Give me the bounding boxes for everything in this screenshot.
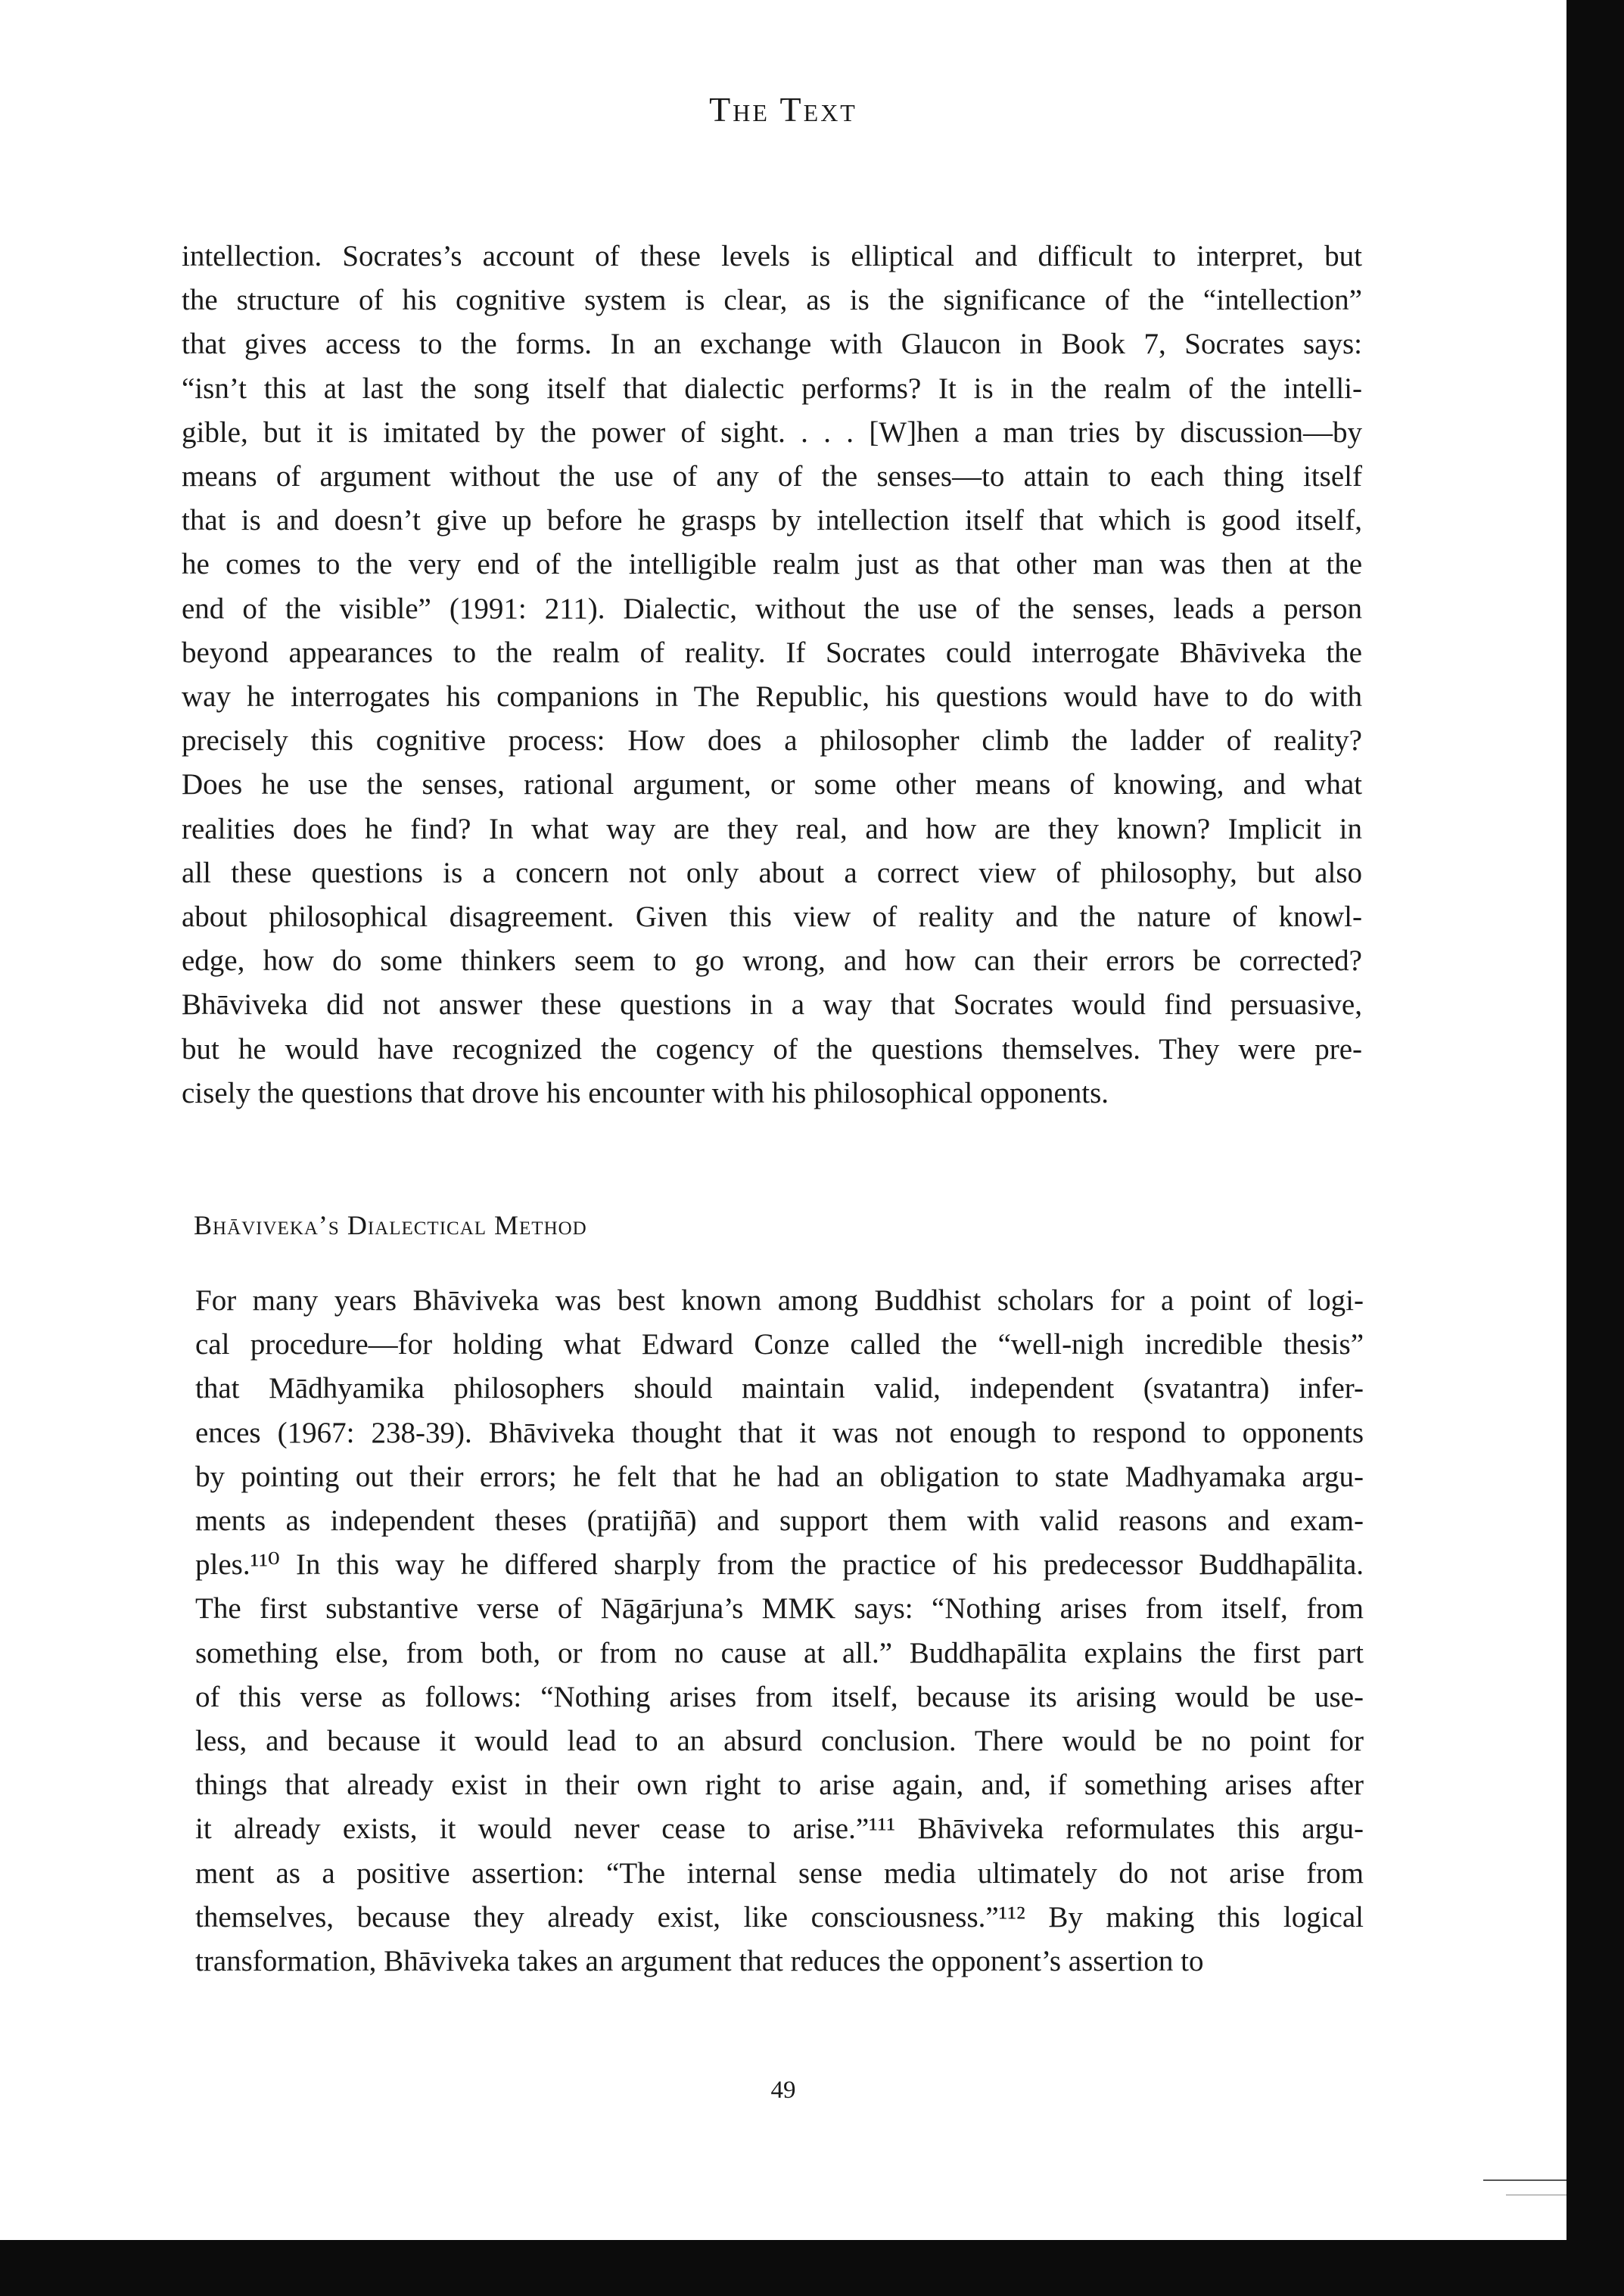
body-paragraph-1 (182, 235, 1362, 1115)
text-line: intellection. Socrates’s account of these levels is elliptical and difficult to interpret, but (182, 240, 1362, 272)
text-line: way he interrogates his companions in The Republic, his questions would have to do with (182, 680, 1362, 714)
body-paragraph-2 (195, 1279, 1364, 1983)
scan-border-bottom (0, 2240, 1624, 2296)
text-line: cisely the questions that drove his encounter with his philosophical opponents. (182, 1076, 1109, 1109)
text-line: realities does he find? In what way are they real, and how are they known? Implicit in (182, 812, 1362, 845)
text-line: ples.¹¹⁰ In this way he differed sharply from the practice of his predecessor Buddhapālita. (195, 1548, 1364, 1582)
text-line: all these questions is a concern not only about a correct view of philosophy, but also (182, 856, 1362, 889)
text-line: Does he use the senses, rational argument, or some other means of knowing, and what (182, 768, 1362, 801)
text-line: ences (1967: 238-39). Bhāviveka thought that it was not enough to respond to opponents (195, 1416, 1364, 1449)
scan-border-right (1566, 0, 1624, 2296)
running-head: The Text (709, 90, 857, 129)
text-line: that Mādhyamika philosophers should maintain valid, independent (svatantra) infer- (195, 1372, 1364, 1405)
text-line: he comes to the very end of the intelligible realm just as that other man was then at the (182, 548, 1362, 581)
text-line: that is and doesn’t give up before he grasps by intellection itself that which is good itself, (182, 504, 1362, 537)
text-line: themselves, because they already exist, like consciousness.”¹¹² By making this logical (195, 1900, 1364, 1934)
text-line: less, and because it would lead to an absurd conclusion. There would be no point for (195, 1725, 1364, 1758)
page-number: 49 (770, 2077, 796, 2104)
text-line: that gives access to the forms. In an exchange with Glaucon in Book 7, Socrates says: (182, 328, 1362, 361)
text-line: For many years Bhāviveka was best known among Buddhist scholars for a point of logi- (195, 1284, 1364, 1317)
text-line: things that already exist in their own right to arise again, and, if something arises after (195, 1769, 1364, 1802)
text-line: precisely this cognitive process: How does a philosopher climb the ladder of reality? (182, 724, 1362, 758)
text-line: “isn’t this at last the song itself that dialectic performs? It is in the realm of the intelli- (182, 372, 1362, 405)
text-line: ment as a positive assertion: “The internal sense media ultimately do not arise from (195, 1856, 1364, 1890)
text-line: ments as independent theses (pratijñā) and support them with valid reasons and exam- (195, 1504, 1364, 1538)
text-line: of this verse as follows: “Nothing arises from itself, because its arising would be use- (195, 1680, 1364, 1713)
text-line: transformation, Bhāviveka takes an argument that reduces the opponent’s assertion to (195, 1945, 1204, 1978)
text-line: about philosophical disagreement. Given this view of reality and the nature of knowl- (182, 901, 1362, 934)
section-heading: Bhāviveka’s Dialectical Method (194, 1210, 587, 1240)
text-line: by pointing out their errors; he felt that he had an obligation to state Madhyamaka argu- (195, 1460, 1364, 1493)
text-line: beyond appearances to the realm of reality. If Socrates could interrogate Bhāviveka the (182, 636, 1362, 669)
page-edge-line (1483, 2179, 1566, 2181)
text-line: gible, but it is imitated by the power of sight. . . . [W]hen a man tries by discussion—by (182, 415, 1362, 449)
text-line: but he would have recognized the cogency of the questions themselves. They were pre- (182, 1032, 1362, 1066)
text-line: means of argument without the use of any of the senses—to attain to each thing itself (182, 460, 1362, 493)
text-line: something else, from both, or from no cause at all.” Buddhapālita explains the first part (195, 1636, 1364, 1669)
text-line: The first substantive verse of Nāgārjuna’s MMK says: “Nothing arises from itself, from (195, 1592, 1364, 1626)
text-line: the structure of his cognitive system is clear, as is the significance of the “intellection” (182, 284, 1362, 317)
text-line: end of the visible” (1991: 211). Dialectic, without the use of the senses, leads a person (182, 592, 1362, 625)
text-line: edge, how do some thinkers seem to go wrong, and how can their errors be corrected? (182, 944, 1362, 978)
text-line: Bhāviveka did not answer these questions in a way that Socrates would find persuasive, (182, 988, 1362, 1022)
text-line: it already exists, it would never cease to arise.”¹¹¹ Bhāviveka reformulates this argu- (195, 1812, 1364, 1846)
text-line: cal procedure—for holding what Edward Conze called the “well-nigh incredible thesis” (195, 1328, 1364, 1361)
